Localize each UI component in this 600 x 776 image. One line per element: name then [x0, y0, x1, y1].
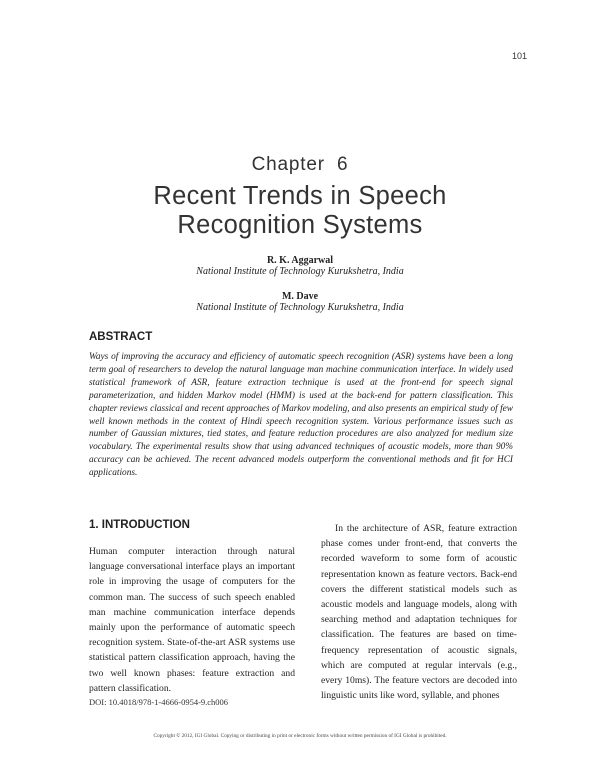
- page-number: 101: [511, 51, 527, 61]
- chapter-title-line: Recognition Systems: [177, 211, 423, 239]
- intro-paragraph: In the architecture of ASR, feature extraction phase comes under front-end, that converts the recorded waveform to some form of acoustic representation known as feature vectors. Back-end covers the different statistical models such as acoustic models and language models, along with searching method and adaptation techniques for classification. The features are based on time-frequency representation of acoustic signals, which are computed at regular intervals (e.g., every 10ms). The feature vectors are decoded into linguistic units like word, syllable, and phones: [321, 523, 517, 702]
- author-block: [0, 255, 600, 277]
- chapter-title: [0, 182, 600, 240]
- chapter-title-line: Recent Trends in Speech: [153, 182, 447, 210]
- abstract-heading: ABSTRACT: [89, 331, 153, 343]
- author-affiliation: National Institute of Technology Kurukshetra, India: [196, 266, 404, 277]
- author-name: M. Dave: [281, 291, 319, 302]
- introduction-heading: 1. INTRODUCTION: [89, 519, 190, 531]
- copyright-notice: Copyright © 2012, IGI Global. Copying or distributing in print or electronic forms without written permission of IGI Global is prohibited.: [153, 733, 447, 739]
- doi: DOI: 10.4018/978-1-4666-0954-9.ch006: [89, 697, 229, 707]
- intro-paragraph: Human computer interaction through natural language conversational interface plays an important role in improving the usage of computers for the common man. The success of such speech enabled man machine communication interface depends mainly upon the performance of automatic speech recognition system. State-of-the-art ASR systems use statistical pattern classification approach, having the two well known phases: feature extraction and pattern classification.: [89, 546, 295, 694]
- chapter-label: Chapter 6: [251, 154, 349, 175]
- author-block: [0, 291, 600, 313]
- author-name: R. K. Aggarwal: [266, 255, 334, 266]
- intro-right-column: [321, 521, 517, 703]
- abstract-text: Ways of improving the accuracy and efficiency of automatic speech recognition (ASR) systems have been a long term goal of researchers to develop the natural language man machine communication interface. In widely used statistical framework of ASR, feature extraction technique is used at the front-end for speech signal parameterization, and hidden Markov model (HMM) is used at the back-end for pattern classification. This chapter reviews classical and recent approaches of Markov modeling, and also presents an empirical study of few well known methods in the context of Hindi speech recognition system. Various performance issues such as number of Gaussian mixtures, tied states, and feature reduction procedures are also analyzed for medium size vocabulary. The experimental results show that using advanced techniques of acoustic models, more than 90% accuracy can be achieved. The recent advanced models outperform the conventional methods and fit for HCI applications.: [89, 352, 513, 479]
- intro-left-column: [89, 544, 295, 696]
- author-affiliation: National Institute of Technology Kurukshetra, India: [196, 302, 404, 313]
